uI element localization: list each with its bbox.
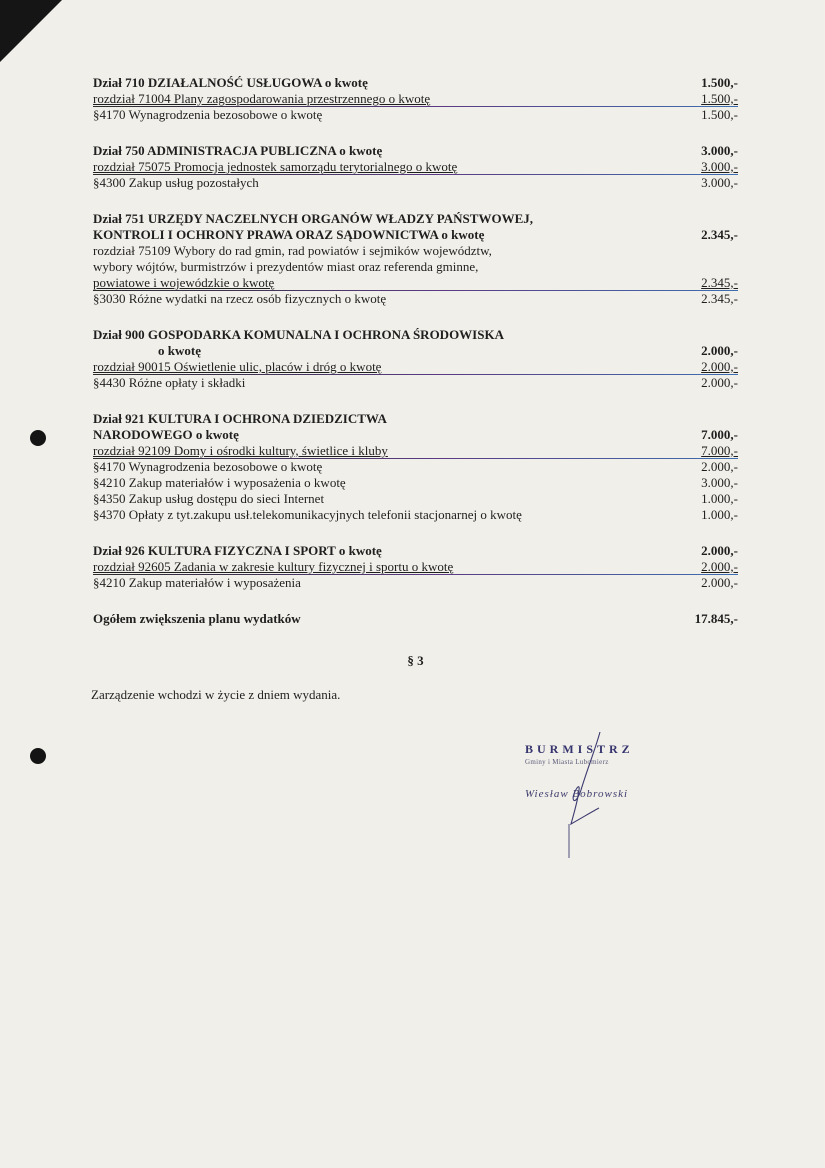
punch-hole-top	[30, 430, 46, 446]
section-heading-line1: Dział 900 GOSPODARKA KOMUNALNA I OCHRONA ŚRODOWISKA	[93, 327, 504, 342]
signature-name: Wiesław Bobrowski	[525, 788, 629, 800]
paragraph-item: §4350 Zakup usług dostępu do sieci Internet 1.000,-	[93, 491, 738, 506]
rozdzial-line: powiatowe i wojewódzkie o kwotę 2.345,-	[93, 275, 738, 290]
paragraph-item: §4370 Opłaty z tyt.zakupu usł.telekomunikacyjnych telefonii stacjonarnej o kwotę 1.000,-	[93, 507, 738, 522]
section-heading-line1: Dział 921 KULTURA I OCHRONA DZIEDZICTWA	[93, 411, 387, 426]
paragraph-item: §4210 Zakup materiałów i wyposażenia 2.000,-	[93, 575, 738, 590]
section-heading-line2: NARODOWEGO o kwotę 7.000,-	[93, 427, 738, 442]
rozdzial-line: rozdział 92605 Zadania w zakresie kultury fizycznej i sportu o kwotę 2.000,-	[93, 559, 738, 574]
section-heading-line2: o kwotę 2.000,-	[158, 343, 738, 358]
paragraph-mark: § 3	[407, 653, 424, 668]
total-row: Ogółem zwiększenia planu wydatków 17.845,-	[93, 611, 738, 626]
signature-scribble-icon	[525, 730, 605, 860]
section-dzial-750	[93, 143, 738, 191]
rozdzial-description: rozdział 75109 Wybory do rad gmin, rad powiatów i sejmików województw,	[93, 243, 492, 258]
signature-title: BURMISTRZ	[525, 742, 634, 756]
rozdzial-line: rozdział 92109 Domy i ośrodki kultury, świetlice i kluby 7.000,-	[93, 443, 738, 458]
paragraph-item: §4170 Wynagrodzenia bezosobowe o kwotę 2.000,-	[93, 459, 738, 474]
signature-stamp	[525, 742, 675, 800]
section-dzial-900	[93, 327, 738, 391]
section-heading: Dział 750 ADMINISTRACJA PUBLICZNA o kwotę 3.000,-	[93, 143, 738, 158]
rozdzial-line: rozdział 75075 Promocja jednostek samorządu terytorialnego o kwotę 3.000,-	[93, 159, 738, 174]
paragraph-item: §4430 Różne opłaty i składki 2.000,-	[93, 375, 738, 390]
paragraph-item: §4300 Zakup usług pozostałych 3.000,-	[93, 175, 738, 190]
section-heading: Dział 710 DZIAŁALNOŚĆ USŁUGOWA o kwotę 1.500,-	[93, 75, 738, 90]
section-dzial-751	[93, 211, 738, 307]
section-heading: Dział 926 KULTURA FIZYCZNA I SPORT o kwotę 2.000,-	[93, 543, 738, 558]
rozdzial-line: rozdział 71004 Plany zagospodarowania przestrzennego o kwotę 1.500,-	[93, 91, 738, 106]
rozdzial-line: rozdział 90015 Oświetlenie ulic, placów i dróg o kwotę 2.000,-	[93, 359, 738, 374]
final-provision: Zarządzenie wchodzi w życie z dniem wydania.	[91, 687, 341, 702]
section-dzial-710	[93, 75, 738, 123]
section-heading-line2: KONTROLI I OCHRONY PRAWA ORAZ SĄDOWNICTWA o kwotę 2.345,-	[93, 227, 738, 242]
signature-subtitle: Gminy i Miasta Lubomierz	[525, 758, 609, 766]
section-heading-line1: Dział 751 URZĘDY NACZELNYCH ORGANÓW WŁADZY PAŃSTWOWEJ,	[93, 211, 533, 226]
paragraph-item: §4170 Wynagrodzenia bezosobowe o kwotę 1.500,-	[93, 107, 738, 122]
rozdzial-description: wybory wójtów, burmistrzów i prezydentów miast oraz referenda gminne,	[93, 259, 479, 274]
section-dzial-921	[93, 411, 738, 523]
folded-corner-shadow	[0, 0, 62, 62]
paragraph-item: §4210 Zakup materiałów i wyposażenia o kwotę 3.000,-	[93, 475, 738, 490]
punch-hole-bottom	[30, 748, 46, 764]
section-dzial-926	[93, 543, 738, 591]
document-body	[93, 75, 738, 703]
paragraph-item: §3030 Różne wydatki na rzecz osób fizycznych o kwotę 2.345,-	[93, 291, 738, 306]
